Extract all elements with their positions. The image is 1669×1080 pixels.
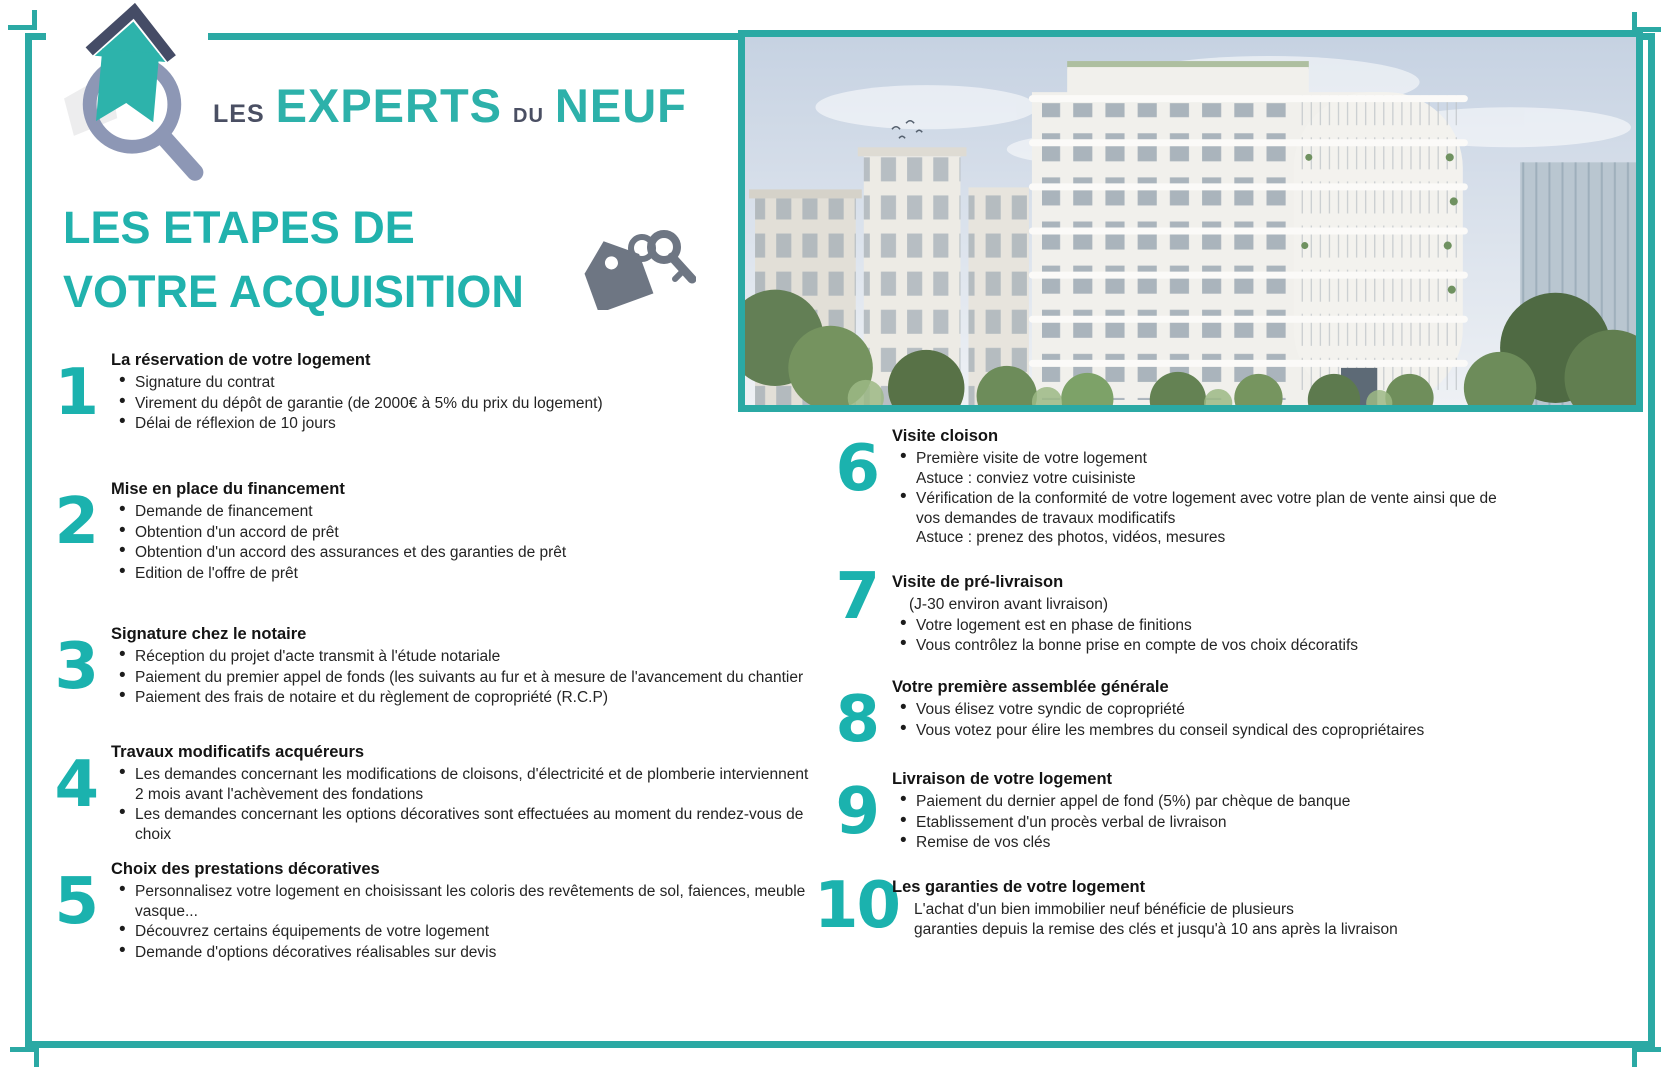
corner-mark-top-right <box>1632 12 1661 32</box>
step-number: 2 <box>54 485 97 559</box>
bullet-item: • Les demandes concernant les modifications de cloisons, d'électricité et de plomberie interviennent 2 mois avant l'achèvement des fondations <box>111 765 817 804</box>
bullet-item: • Obtention d'un accord des assurances et des garanties de prêt <box>111 543 817 563</box>
bullet-item: • Les demandes concernant les options décoratives sont effectuées au moment du rendez-vous de choix <box>111 805 817 844</box>
corner-mark-top-left <box>8 10 37 30</box>
step-9 <box>814 769 1510 854</box>
bullet-item: • Vous votez pour élire les membres du conseil syndical des copropriétaires <box>892 721 1510 741</box>
brand-word-neuf: NEUF <box>554 79 687 132</box>
step-number: 6 <box>835 432 878 506</box>
step-heading: Visite de pré-livraison <box>892 573 1064 591</box>
bullet-item: • Première visite de votre logement Astuce : conviez votre cuisiniste <box>892 449 1510 488</box>
step-heading: Mise en place du financement <box>111 480 345 498</box>
page-title <box>63 196 524 324</box>
corner-mark-bottom-right <box>1632 1047 1661 1067</box>
bullet-item: • Vous contrôlez la bonne prise en compte de vos choix décoratifs <box>892 636 1510 656</box>
step-number: 9 <box>835 775 878 849</box>
bullet-item: • Signature du contrat <box>111 373 817 393</box>
bullet-item: • Virement du dépôt de garantie (de 2000€ à 5% du prix du logement) <box>111 394 817 414</box>
corner-mark-bottom-left <box>10 1047 39 1067</box>
bullet-item: • Votre logement est en phase de finitions <box>892 616 1510 636</box>
step-10 <box>814 869 1510 943</box>
house-keyring-icon <box>558 218 696 310</box>
step-heading: Les garanties de votre logement <box>892 878 1146 896</box>
bullet-item: • Obtention d'un accord de prêt <box>111 523 817 543</box>
bullet-item: • Paiement des frais de notaire et du règlement de copropriété (R.C.P) <box>111 688 817 708</box>
step-3 <box>45 624 817 709</box>
bullet-item: • Délai de réflexion de 10 jours <box>111 414 817 434</box>
step-heading: Signature chez le notaire <box>111 625 307 643</box>
bullet-item: • Paiement du dernier appel de fond (5%) par chèque de banque <box>892 792 1510 812</box>
step-1 <box>45 350 817 435</box>
bullet-item: • Découvrez certains équipements de votre logement <box>111 922 817 942</box>
building-illustration <box>745 37 1636 405</box>
step-4 <box>45 742 817 845</box>
step-2 <box>45 479 817 584</box>
step-number: 4 <box>54 748 97 822</box>
step-number: 3 <box>54 630 97 704</box>
step-heading: La réservation de votre logement <box>111 351 371 369</box>
step-8 <box>814 677 1510 757</box>
bullet-item: • Vérification de la conformité de votre logement avec votre plan de vente ainsi que de vos demandes de travaux modificatifs Astuce : prenez des photos, vidéos, mesures <box>892 489 1510 548</box>
step-number: 8 <box>835 683 878 757</box>
bullet-item: • Personnalisez votre logement en choisissant les coloris des revêtements de sol, faiences, meuble vasque... <box>111 882 817 921</box>
page-title-line-1: LES ETAPES DE <box>63 202 415 253</box>
building-photo <box>738 30 1643 412</box>
step-number: 10 <box>814 869 900 943</box>
bullet-item: • Demande de financement <box>111 502 817 522</box>
bullet-item: • Demande d'options décoratives réalisables sur devis <box>111 943 817 963</box>
step-number: 5 <box>54 865 97 939</box>
step-6 <box>814 426 1510 549</box>
step-heading: Livraison de votre logement <box>892 770 1113 788</box>
step-text-line: L'achat d'un bien immobilier neuf bénéficie de plusieurs <box>914 901 1294 918</box>
brand-wordmark <box>213 78 687 133</box>
brand-word-du: DU <box>513 105 544 127</box>
step-5 <box>45 859 817 963</box>
step-heading: Votre première assemblée générale <box>892 678 1169 696</box>
step-heading: Travaux modificatifs acquéreurs <box>111 743 365 761</box>
step-heading: Choix des prestations décoratives <box>111 860 380 878</box>
step-heading: Visite cloison <box>892 427 999 445</box>
bullet-item: • Vous élisez votre syndic de copropriété <box>892 700 1510 720</box>
step-number: 7 <box>835 560 878 634</box>
brand-word-les: LES <box>213 100 265 128</box>
bullet-item: • Remise de vos clés <box>892 833 1510 853</box>
step-text-line: garanties depuis la remise des clés et jusqu'à 10 ans après la livraison <box>914 920 1398 938</box>
brand-word-experts: EXPERTS <box>275 79 503 132</box>
page-title-line-2: VOTRE ACQUISITION <box>63 266 524 317</box>
bullet-note: Astuce : prenez des photos, vidéos, mesures <box>916 529 1226 546</box>
bullet-item: • Paiement du premier appel de fonds (les suivants au fur et à mesure de l'avancement du chantier <box>111 668 817 688</box>
bullet-item: • Réception du projet d'acte transmit à l'étude notariale <box>111 647 817 667</box>
bullet-note: Astuce : conviez votre cuisiniste <box>916 469 1136 487</box>
house-magnifying-glass-icon <box>58 2 206 194</box>
step-number: 1 <box>54 356 97 430</box>
bullet-item: • Etablissement d'un procès verbal de livraison <box>892 813 1510 833</box>
bullet-item: • Edition de l'offre de prêt <box>111 564 817 584</box>
step-subheading: (J-30 environ avant livraison) <box>909 596 1109 613</box>
step-7 <box>814 560 1510 657</box>
